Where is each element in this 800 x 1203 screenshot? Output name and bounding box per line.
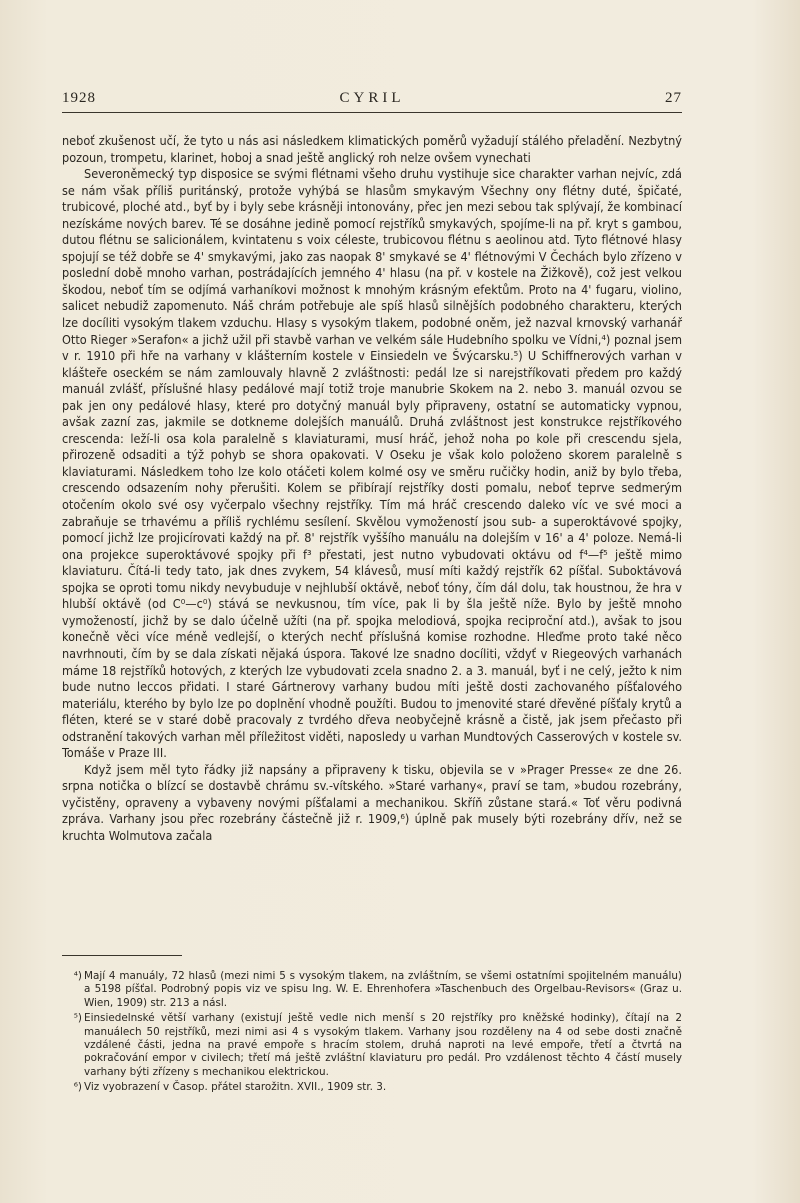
header-journal-title: CYRIL	[339, 90, 405, 106]
footnote-text: Viz vyobrazení v Časop. přátel starožitn. XVII., 1909 str. 3.	[84, 1081, 387, 1094]
footnote-5	[62, 1012, 682, 1079]
header-page-number: 27	[665, 90, 682, 106]
footnote-marker: ⁶)	[73, 1081, 82, 1094]
article-body	[62, 133, 682, 845]
paragraph-1: neboť zkušenost učí, že tyto u nás asi následkem klimatických poměrů vyžadují stálého přeladění. Nezbytný pozoun, trompetu, klarinet, hoboj a snad ještě anglický roh nelze ovšem vynechati	[62, 133, 682, 165]
footnote-marker: ⁵)	[73, 1012, 82, 1025]
footnote-marker: ⁴)	[73, 970, 82, 982]
footnote-divider	[62, 955, 182, 956]
header-year: 1928	[62, 90, 96, 106]
footnote-text: Einsiedelnské větší varhany (existují ještě vedle nich menší s 20 rejstříky pro kněžské hodinky), čítají na 2 manuálech 50 rejstříků, mezi nimi asi 4 s vysokým tlakem. Varhany jsou rozděleny na 4 od sebe dosti značně vzdálené části, jedna na pravé empoře s hracím stolem, druhá naproti na levé empoře, třetí a čtvrtá na pokračování empor v civilech; třetí má ještě zvláštní klaviaturu pro pedál. Pro vzdálenost těchto 4 částí musely varhany býti zřízeny s mechanikou elektrickou.	[84, 1012, 682, 1078]
footnote-6	[62, 1081, 682, 1094]
paragraph-2: Severoněmecký typ disposice se svými flétnami všeho druhu vystihuje sice charakter varhan nejvíc, zdá se nám však příliš puritánský, protože vyhýbá se hlasům smykavým Všechny ony flétny duté, špičaté, trubicové, ploché atd., byť by i byly sebe krásněji intonovány, přec jen mezi sebou tak splývají, že kombinací nezískáme nových barev. Té se dosáhne jedině pomocí rejstříků smykavých, spojíme-li na př. kryt s gambou, dutou flétnu se salicionálem, kvintatenu s voix céleste, trubicovou flétnu s aeolinou atd. Tyto flétnové hlasy spojují se též dobře se 4' smykavými, jako zas naopak 8' smykavé se 4' flétnovými V Čechách bylo zřízeno v poslední době mnoho varhan, postrádajících jemného 4' hlasu (na př. v kostele na Žižkově), což jest velkou škodou, neboť tím se odjímá varhaníkovi možnost k mnohým krásným efektům. Proto na 4' fugaru, violino, salicet nebudiž zapomenuto. Náš chrám potřebuje ale spíš hlasů silnějších podobného charakteru, kterých lze docíliti vysokým tlakem vzduchu. Hlasy s vysokým tlakem, podobné oněm, jež nazval krnovský varhanář Otto Rieger »Serafon« a jichž užil při stavbě varhan ve velkém sále Hudebního spolku ve Vídni,⁴) poznal jsem v r. 1910 při hře na varhany v klášterním kostele v Einsiedeln ve Švýcarsku.⁵) U Schiffnerových varhan v klášteře oseckém se nám zamlouvaly hlavně 2 zvláštnosti: pedál lze si narejstříkovati předem pro každý manuál zvlášť, příslušné hlasy pedálové mají totiž troje manubrie Skokem na 2. nebo 3. manuál ozvou se pak jen ony pedálové hlasy, které pro dotyčný manuál byly připraveny, ostatní se automaticky vypnou, avšak zazní zas, jakmile se dotkneme dolejších manuálů. Druhá zvláštnost jest konstrukce rejstříkového crescenda: leží-li osa kola paralelně s klaviaturami, musí hráč, jehož noha po kole při crescendu sjela, přirozeně odsaditi a týž pohyb se shora opakovati. V Oseku je však kolo položeno skorem paralelně s klaviaturami. Následkem toho lze kolo otáčeti kolem kolmé osy ve směru ručičky hodin, aniž by bylo třeba, crescendo odsazením nohy přerušiti. Kolem se přibírají rejstříky dosti pomalu, neboť teprve sedmerým otočením okolo své osy vyčerpalo všechny rejstříky. Tím má hráč crescendo daleko víc ve své moci a zabraňuje se trhavému a příliš rychlému sesílení. Skvělou vymožeností jsou sub- a superoktávové spojky, pomocí jichž lze projicírovati každý na př. 8' rejstřík vyššího manuálu na dolejším v 16' a 4' poloze. Nemá-li ona projekce superoktávové spojky při f³ přestati, jest nutno vybudovati oktávu od f⁴—f⁵ ještě mimo klaviaturu. Čítá-li tedy tato, jak dnes zvykem, 54 klávesů, musí míti každý rejstřík 62 píšťal. Suboktávová spojka se oproti tomu nikdy nevybuduje v nejhlubší oktávě, neboť tóny, čím dál dolu, tak houstnou, že hra v hlubší oktávě (od C⁰—c⁰) stává se nevkusnou, tím více, pak li by šla ještě níže. Bylo by ještě mnoho vymožeností, jichž by se dalo účelně užíti (na př. spojka melodiová, spojka reciproční atd.), avšak to jsou konečně věci více méně vedlejší, o kterých nechť příslušná komise rozhodne. Hleďme proto také něco navrhnouti, čím by se dala získati nějaká úspora. Takové lze snadno docíliti, vždyť v Riegeových varhanách máme 18 rejstříků hotových, z kterých lze vybudovati zcela snadno 2. a 3. manuál, byť i ne celý, ježto k nim bude nutno leccos přidati. I staré Gártnerovy varhany budou míti ještě dosti zachovaného píšťalového materiálu, kterého by bylo lze po doplnění vhodně použíti. Budou to jmenovité staré dřevěné píšťaly krytů a fléten, které se v staré době pracovaly z tvrdého dřeva neobyčejně krásně a čistě, jak jsem přečasto při odstranění takových varhan měl příležitost viděti, naposledy u varhan Mundtových Casserových v kostele sv. Tomáše v Praze III.	[62, 166, 682, 761]
footnote-4	[62, 970, 682, 1010]
running-header	[62, 90, 682, 113]
paragraph-3: Když jsem měl tyto řádky již napsány a připraveny k tisku, objevila se v »Prager Presse« ze dne 26. srpna notička o blízcí se dostavbě chrámu sv.-vítského. »Staré varhany«, praví se tam, »budou rozebrány, vyčistěny, opraveny a vybaveny novými píšťalami a mechanikou. Skříň zůstane stará.« Toť věru podivná zpráva. Varhany jsou přec rozebrány částečně již r. 1909,⁶) úplně pak musely býti rozebrány dřív, než se kruchta Wolmutova začala	[62, 761, 682, 843]
footnotes	[62, 970, 682, 1097]
footnote-text: Mají 4 manuály, 72 hlasů (mezi nimi 5 s vysokým tlakem, na zvláštním, se všemi ostatními spojitelném manuálu) a 5198 píšťal. Podrobný popis viz ve spisu Ing. W. E. Ehrenhofera »Taschenbuch des Orgelbau-Revisors« (Graz u. Wien, 1909) str. 213 a násl.	[84, 970, 682, 1009]
